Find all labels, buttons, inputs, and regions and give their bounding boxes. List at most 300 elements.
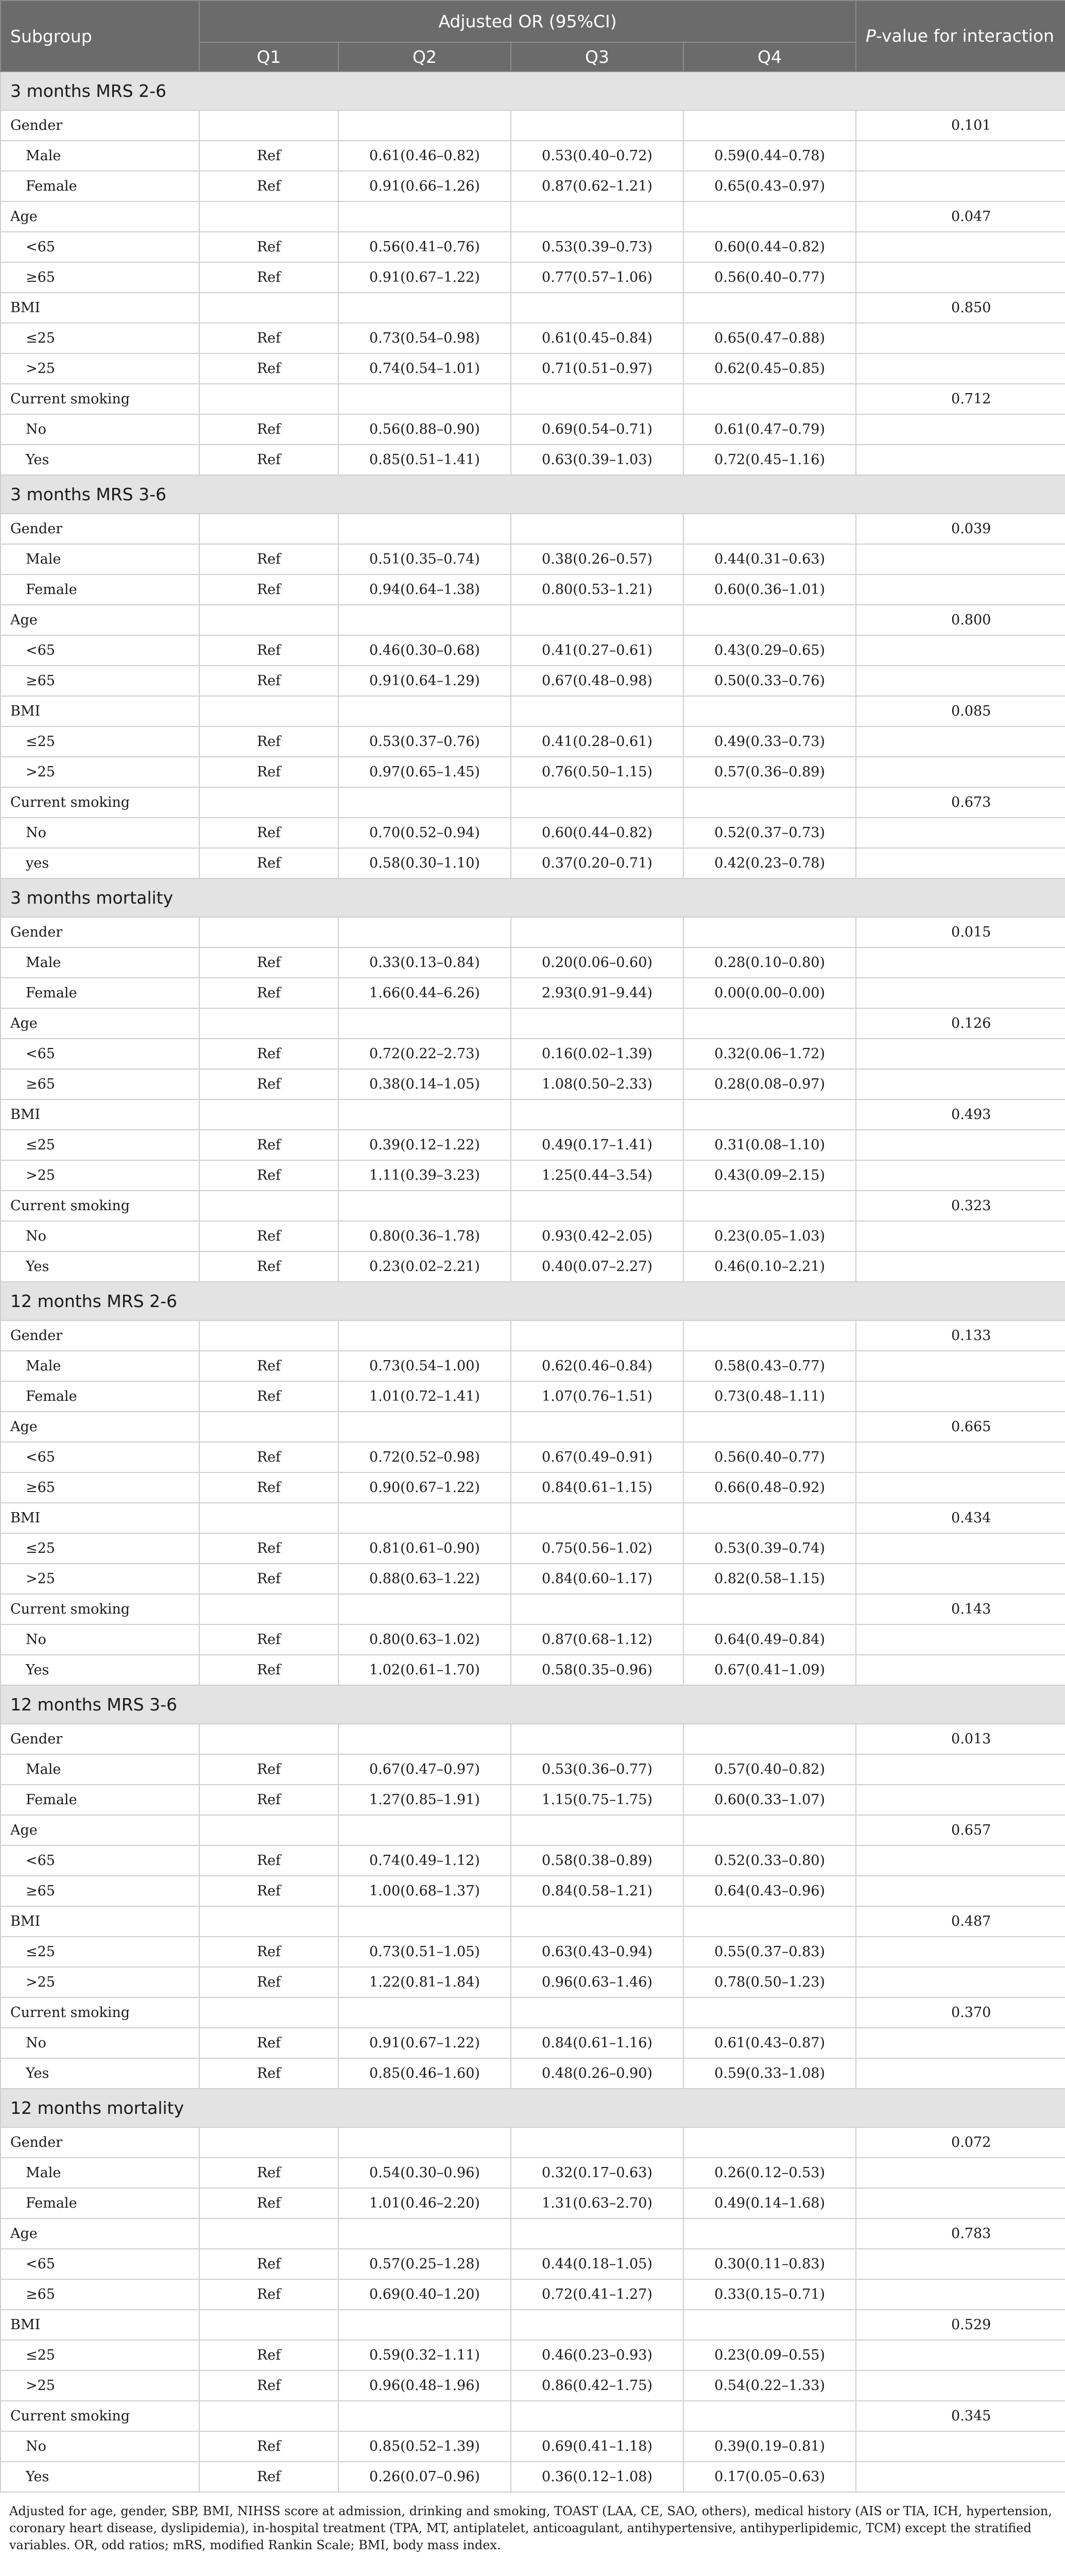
q1-cell: Ref	[199, 1845, 338, 1876]
table-row	[1, 818, 1065, 848]
q1-cell: Ref	[199, 2028, 338, 2058]
level-label: Yes	[1, 445, 199, 475]
section-title: 12 months MRS 2-6	[1, 1282, 1065, 1320]
level-label: ≤25	[1, 1533, 199, 1564]
table-row	[1, 1039, 1065, 1069]
q1-cell: Ref	[199, 1351, 338, 1381]
q3-cell: 1.07(0.76–1.51)	[511, 1381, 683, 1412]
table-row	[1, 2028, 1065, 2058]
q1-cell: Ref	[199, 1564, 338, 1594]
q1-cell: Ref	[199, 757, 338, 787]
empty-cell	[511, 1008, 683, 1039]
q4-cell: 0.73(0.48–1.11)	[683, 1381, 856, 1412]
q3-cell: 0.38(0.26–0.57)	[511, 544, 683, 574]
variable-row	[1, 1412, 1065, 1442]
q2-cell: 0.91(0.64–1.29)	[338, 666, 511, 696]
table-row	[1, 2279, 1065, 2310]
empty-cell	[856, 726, 1065, 757]
empty-cell	[856, 1472, 1065, 1503]
variable-row	[1, 1815, 1065, 1845]
empty-cell	[511, 696, 683, 726]
q3-cell: 0.76(0.50–1.15)	[511, 757, 683, 787]
q4-cell: 0.59(0.44–0.78)	[683, 141, 856, 171]
q2-cell: 0.72(0.22–2.73)	[338, 1039, 511, 1069]
variable-row	[1, 1594, 1065, 1624]
level-label: Female	[1, 1381, 199, 1412]
table-row	[1, 353, 1065, 384]
variable-name: BMI	[1, 1099, 199, 1130]
p-interaction: 0.665	[856, 1412, 1065, 1442]
empty-cell	[856, 757, 1065, 787]
table-row	[1, 978, 1065, 1008]
q4-cell: 0.60(0.36–1.01)	[683, 574, 856, 605]
table-row	[1, 635, 1065, 666]
level-label: Male	[1, 544, 199, 574]
q3-cell: 0.53(0.40–0.72)	[511, 141, 683, 171]
empty-cell	[856, 2158, 1065, 2188]
q4-cell: 0.82(0.58–1.15)	[683, 1564, 856, 1594]
variable-row	[1, 514, 1065, 544]
q4-cell: 0.60(0.33–1.07)	[683, 1785, 856, 1815]
empty-cell	[338, 696, 511, 726]
q2-cell: 1.22(0.81–1.84)	[338, 1967, 511, 1997]
table-row	[1, 414, 1065, 445]
empty-cell	[856, 2279, 1065, 2310]
q2-cell: 0.51(0.35–0.74)	[338, 544, 511, 574]
empty-cell	[199, 293, 338, 323]
level-label: ≥65	[1, 1876, 199, 1906]
empty-cell	[338, 1815, 511, 1845]
q4-cell: 0.58(0.43–0.77)	[683, 1351, 856, 1381]
empty-cell	[856, 978, 1065, 1008]
q1-cell: Ref	[199, 141, 338, 171]
q1-cell: Ref	[199, 2158, 338, 2188]
variable-row	[1, 787, 1065, 818]
table-row	[1, 757, 1065, 787]
q2-cell: 0.94(0.64–1.38)	[338, 574, 511, 605]
table-header	[1, 1, 1065, 72]
header-adjusted-or: Adjusted OR (95%CI)	[199, 1, 856, 42]
q4-cell: 0.64(0.43–0.96)	[683, 1876, 856, 1906]
p-interaction: 0.370	[856, 1997, 1065, 2028]
q1-cell: Ref	[199, 947, 338, 978]
q1-cell: Ref	[199, 2340, 338, 2370]
q2-cell: 1.66(0.44–6.26)	[338, 978, 511, 1008]
q3-cell: 0.67(0.49–0.91)	[511, 1442, 683, 1472]
empty-cell	[856, 2462, 1065, 2492]
table-row	[1, 323, 1065, 353]
q1-cell: Ref	[199, 726, 338, 757]
q2-cell: 0.54(0.30–0.96)	[338, 2158, 511, 2188]
q1-cell: Ref	[199, 848, 338, 878]
level-label: <65	[1, 1039, 199, 1069]
empty-cell	[683, 605, 856, 635]
q1-cell: Ref	[199, 262, 338, 293]
table-row	[1, 1937, 1065, 1967]
p-interaction: 0.345	[856, 2401, 1065, 2431]
level-label: >25	[1, 757, 199, 787]
table-footnote: Adjusted for age, gender, SBP, BMI, NIHSS score at admission, drinking and smoking, TOAST (LAA, CE, SAO, others), medical history (AIS or TIA, ICH, hypertension, coronary heart disease, dyslipidemia), in-hospital treatment (TPA, MT, antiplatelet, anticoagulant, antihypertensive, antihyperlipidemic, TCM) except the stratified variables. OR, odd ratios; mRS, modified Rankin Scale; BMI, body mass index.	[9, 2504, 1052, 2552]
q1-cell: Ref	[199, 1937, 338, 1967]
section-row	[1, 72, 1065, 110]
empty-cell	[338, 1412, 511, 1442]
q4-cell: 0.52(0.33–0.80)	[683, 1845, 856, 1876]
p-interaction: 0.101	[856, 110, 1065, 141]
empty-cell	[856, 574, 1065, 605]
section-row	[1, 475, 1065, 514]
q1-cell: Ref	[199, 1039, 338, 1069]
variable-row	[1, 2127, 1065, 2158]
table-row	[1, 262, 1065, 293]
empty-cell	[683, 696, 856, 726]
empty-cell	[511, 1724, 683, 1754]
table-row	[1, 1624, 1065, 1655]
table-row	[1, 1069, 1065, 1099]
table-row	[1, 1381, 1065, 1412]
variable-name: Age	[1, 1815, 199, 1845]
table-row	[1, 2249, 1065, 2279]
q2-cell: 0.57(0.25–1.28)	[338, 2249, 511, 2279]
section-title: 3 months mortality	[1, 878, 1065, 917]
q2-cell: 0.53(0.37–0.76)	[338, 726, 511, 757]
q4-cell: 0.59(0.33–1.08)	[683, 2058, 856, 2089]
empty-cell	[199, 2401, 338, 2431]
variable-name: Gender	[1, 1724, 199, 1754]
q3-cell: 0.58(0.35–0.96)	[511, 1655, 683, 1685]
table-row	[1, 1655, 1065, 1685]
q3-cell: 0.84(0.61–1.15)	[511, 1472, 683, 1503]
empty-cell	[683, 1997, 856, 2028]
q2-cell: 0.59(0.32–1.11)	[338, 2340, 511, 2370]
empty-cell	[338, 1906, 511, 1937]
empty-cell	[683, 1724, 856, 1754]
level-label: Male	[1, 141, 199, 171]
q4-cell: 0.23(0.05–1.03)	[683, 1221, 856, 1251]
variable-name: BMI	[1, 696, 199, 726]
header-q2: Q2	[338, 42, 511, 72]
variable-row	[1, 696, 1065, 726]
q4-cell: 0.62(0.45–0.85)	[683, 353, 856, 384]
p-interaction: 0.493	[856, 1099, 1065, 1130]
empty-cell	[856, 2028, 1065, 2058]
level-label: Yes	[1, 2058, 199, 2089]
q2-cell: 0.46(0.30–0.68)	[338, 635, 511, 666]
q3-cell: 0.69(0.54–0.71)	[511, 414, 683, 445]
q1-cell: Ref	[199, 666, 338, 696]
q1-cell: Ref	[199, 978, 338, 1008]
p-interaction: 0.529	[856, 2310, 1065, 2340]
q4-cell: 0.67(0.41–1.09)	[683, 1655, 856, 1685]
empty-cell	[683, 1503, 856, 1533]
empty-cell	[856, 141, 1065, 171]
variable-name: Current smoking	[1, 1997, 199, 2028]
q4-cell: 0.33(0.15–0.71)	[683, 2279, 856, 2310]
variable-row	[1, 2401, 1065, 2431]
q1-cell: Ref	[199, 2188, 338, 2218]
table-row	[1, 2158, 1065, 2188]
q1-cell: Ref	[199, 1876, 338, 1906]
q1-cell: Ref	[199, 2431, 338, 2462]
variable-row	[1, 1997, 1065, 2028]
q1-cell: Ref	[199, 1251, 338, 1282]
q1-cell: Ref	[199, 1785, 338, 1815]
variable-name: Current smoking	[1, 1191, 199, 1221]
level-label: ≤25	[1, 1937, 199, 1967]
empty-cell	[511, 1594, 683, 1624]
p-interaction: 0.434	[856, 1503, 1065, 1533]
q2-cell: 0.97(0.65–1.45)	[338, 757, 511, 787]
q2-cell: 0.74(0.49–1.12)	[338, 1845, 511, 1876]
q4-cell: 0.30(0.11–0.83)	[683, 2249, 856, 2279]
q1-cell: Ref	[199, 2249, 338, 2279]
empty-cell	[856, 262, 1065, 293]
q3-cell: 0.53(0.39–0.73)	[511, 232, 683, 262]
q4-cell: 0.61(0.47–0.79)	[683, 414, 856, 445]
empty-cell	[683, 2401, 856, 2431]
q4-cell: 0.31(0.08–1.10)	[683, 1130, 856, 1160]
table-row	[1, 574, 1065, 605]
variable-name: Gender	[1, 110, 199, 141]
variable-row	[1, 1320, 1065, 1351]
empty-cell	[199, 2310, 338, 2340]
empty-cell	[856, 1221, 1065, 1251]
empty-cell	[338, 2310, 511, 2340]
q3-cell: 0.87(0.62–1.21)	[511, 171, 683, 201]
q3-cell: 0.86(0.42–1.75)	[511, 2370, 683, 2401]
table-row	[1, 2340, 1065, 2370]
q1-cell: Ref	[199, 353, 338, 384]
empty-cell	[199, 1191, 338, 1221]
empty-cell	[683, 1412, 856, 1442]
empty-cell	[338, 2218, 511, 2249]
empty-cell	[856, 1937, 1065, 1967]
empty-cell	[338, 293, 511, 323]
p-interaction: 0.850	[856, 293, 1065, 323]
table-body	[1, 72, 1065, 2492]
empty-cell	[511, 1815, 683, 1845]
empty-cell	[199, 1594, 338, 1624]
q1-cell: Ref	[199, 818, 338, 848]
empty-cell	[199, 696, 338, 726]
variable-name: Gender	[1, 917, 199, 947]
q3-cell: 0.84(0.61–1.16)	[511, 2028, 683, 2058]
p-interaction: 0.085	[856, 696, 1065, 726]
empty-cell	[683, 1594, 856, 1624]
empty-cell	[683, 201, 856, 232]
empty-cell	[683, 1191, 856, 1221]
q4-cell: 0.26(0.12–0.53)	[683, 2158, 856, 2188]
variable-row	[1, 2218, 1065, 2249]
empty-cell	[511, 1320, 683, 1351]
empty-cell	[338, 1099, 511, 1130]
table-row	[1, 1160, 1065, 1191]
q4-cell: 0.66(0.48–0.92)	[683, 1472, 856, 1503]
variable-row	[1, 384, 1065, 414]
empty-cell	[199, 787, 338, 818]
empty-cell	[683, 110, 856, 141]
empty-cell	[856, 635, 1065, 666]
variable-name: Gender	[1, 1320, 199, 1351]
q1-cell: Ref	[199, 1754, 338, 1785]
q4-cell: 0.49(0.14–1.68)	[683, 2188, 856, 2218]
empty-cell	[338, 1191, 511, 1221]
level-label: <65	[1, 1442, 199, 1472]
q3-cell: 0.84(0.58–1.21)	[511, 1876, 683, 1906]
q3-cell: 0.71(0.51–0.97)	[511, 353, 683, 384]
q3-cell: 0.84(0.60–1.17)	[511, 1564, 683, 1594]
empty-cell	[511, 293, 683, 323]
q1-cell: Ref	[199, 1472, 338, 1503]
q2-cell: 1.00(0.68–1.37)	[338, 1876, 511, 1906]
level-label: No	[1, 2431, 199, 2462]
q2-cell: 0.74(0.54–1.01)	[338, 353, 511, 384]
variable-name: Current smoking	[1, 384, 199, 414]
section-title: 12 months mortality	[1, 2089, 1065, 2127]
empty-cell	[856, 947, 1065, 978]
empty-cell	[856, 1564, 1065, 1594]
variable-row	[1, 110, 1065, 141]
table-row	[1, 445, 1065, 475]
empty-cell	[511, 787, 683, 818]
variable-row	[1, 917, 1065, 947]
q4-cell: 0.56(0.40–0.77)	[683, 1442, 856, 1472]
q4-cell: 0.65(0.43–0.97)	[683, 171, 856, 201]
table-row	[1, 1876, 1065, 1906]
level-label: ≤25	[1, 323, 199, 353]
q3-cell: 0.58(0.38–0.89)	[511, 1845, 683, 1876]
q4-cell: 0.57(0.40–0.82)	[683, 1754, 856, 1785]
p-interaction: 0.657	[856, 1815, 1065, 1845]
q2-cell: 0.91(0.67–1.22)	[338, 262, 511, 293]
p-interaction: 0.072	[856, 2127, 1065, 2158]
q2-cell: 0.70(0.52–0.94)	[338, 818, 511, 848]
empty-cell	[856, 2058, 1065, 2089]
empty-cell	[856, 353, 1065, 384]
q3-cell: 0.93(0.42–2.05)	[511, 1221, 683, 1251]
table-row	[1, 1472, 1065, 1503]
empty-cell	[683, 1815, 856, 1845]
q2-cell: 1.01(0.72–1.41)	[338, 1381, 511, 1412]
empty-cell	[856, 1069, 1065, 1099]
empty-cell	[511, 2218, 683, 2249]
empty-cell	[199, 2218, 338, 2249]
q1-cell: Ref	[199, 232, 338, 262]
section-row	[1, 1282, 1065, 1320]
table-row	[1, 1967, 1065, 1997]
level-label: <65	[1, 1845, 199, 1876]
q1-cell: Ref	[199, 1160, 338, 1191]
q4-cell: 0.28(0.10–0.80)	[683, 947, 856, 978]
empty-cell	[856, 445, 1065, 475]
q2-cell: 0.90(0.67–1.22)	[338, 1472, 511, 1503]
p-interaction: 0.047	[856, 201, 1065, 232]
empty-cell	[856, 1251, 1065, 1282]
q2-cell: 0.56(0.41–0.76)	[338, 232, 511, 262]
q1-cell: Ref	[199, 2370, 338, 2401]
q2-cell: 0.23(0.02–2.21)	[338, 1251, 511, 1282]
empty-cell	[683, 514, 856, 544]
empty-cell	[511, 384, 683, 414]
level-label: Male	[1, 1754, 199, 1785]
q3-cell: 0.69(0.41–1.18)	[511, 2431, 683, 2462]
empty-cell	[338, 605, 511, 635]
empty-cell	[199, 1906, 338, 1937]
level-label: Female	[1, 978, 199, 1008]
q4-cell: 0.46(0.10–2.21)	[683, 1251, 856, 1282]
empty-cell	[199, 384, 338, 414]
empty-cell	[856, 544, 1065, 574]
empty-cell	[856, 1845, 1065, 1876]
q4-cell: 0.64(0.49–0.84)	[683, 1624, 856, 1655]
empty-cell	[338, 1008, 511, 1039]
variable-name: Age	[1, 201, 199, 232]
level-label: ≥65	[1, 2279, 199, 2310]
q2-cell: 0.96(0.48–1.96)	[338, 2370, 511, 2401]
empty-cell	[511, 917, 683, 947]
empty-cell	[856, 2249, 1065, 2279]
empty-cell	[511, 1997, 683, 2028]
level-label: Male	[1, 947, 199, 978]
empty-cell	[856, 1039, 1065, 1069]
level-label: Female	[1, 2188, 199, 2218]
empty-cell	[338, 2127, 511, 2158]
empty-cell	[338, 1503, 511, 1533]
q3-cell: 0.16(0.02–1.39)	[511, 1039, 683, 1069]
level-label: Female	[1, 574, 199, 605]
p-interaction: 0.800	[856, 605, 1065, 635]
empty-cell	[199, 1412, 338, 1442]
variable-name: BMI	[1, 293, 199, 323]
variable-name: Age	[1, 1412, 199, 1442]
empty-cell	[199, 1008, 338, 1039]
section-title: 12 months MRS 3-6	[1, 1685, 1065, 1724]
variable-name: Gender	[1, 514, 199, 544]
level-label: ≥65	[1, 262, 199, 293]
variable-name: Age	[1, 605, 199, 635]
empty-cell	[683, 384, 856, 414]
q4-cell: 0.32(0.06–1.72)	[683, 1039, 856, 1069]
q3-cell: 0.46(0.23–0.93)	[511, 2340, 683, 2370]
empty-cell	[511, 514, 683, 544]
q4-cell: 0.61(0.43–0.87)	[683, 2028, 856, 2058]
empty-cell	[338, 514, 511, 544]
p-interaction: 0.143	[856, 1594, 1065, 1624]
q1-cell: Ref	[199, 1221, 338, 1251]
q2-cell: 1.11(0.39–3.23)	[338, 1160, 511, 1191]
q2-cell: 0.33(0.13–0.84)	[338, 947, 511, 978]
section-row	[1, 1685, 1065, 1724]
table-row	[1, 1251, 1065, 1282]
empty-cell	[683, 1320, 856, 1351]
section-title: 3 months MRS 3-6	[1, 475, 1065, 514]
variable-row	[1, 605, 1065, 635]
empty-cell	[199, 1503, 338, 1533]
table-row	[1, 1442, 1065, 1472]
q2-cell: 0.73(0.54–0.98)	[338, 323, 511, 353]
q2-cell: 0.69(0.40–1.20)	[338, 2279, 511, 2310]
empty-cell	[338, 1594, 511, 1624]
q1-cell: Ref	[199, 171, 338, 201]
q2-cell: 0.67(0.47–0.97)	[338, 1754, 511, 1785]
variable-name: Gender	[1, 2127, 199, 2158]
level-label: Yes	[1, 2462, 199, 2492]
level-label: No	[1, 818, 199, 848]
table-row	[1, 2462, 1065, 2492]
q3-cell: 0.75(0.56–1.02)	[511, 1533, 683, 1564]
q2-cell: 0.56(0.88–0.90)	[338, 414, 511, 445]
empty-cell	[856, 666, 1065, 696]
empty-cell	[511, 1906, 683, 1937]
